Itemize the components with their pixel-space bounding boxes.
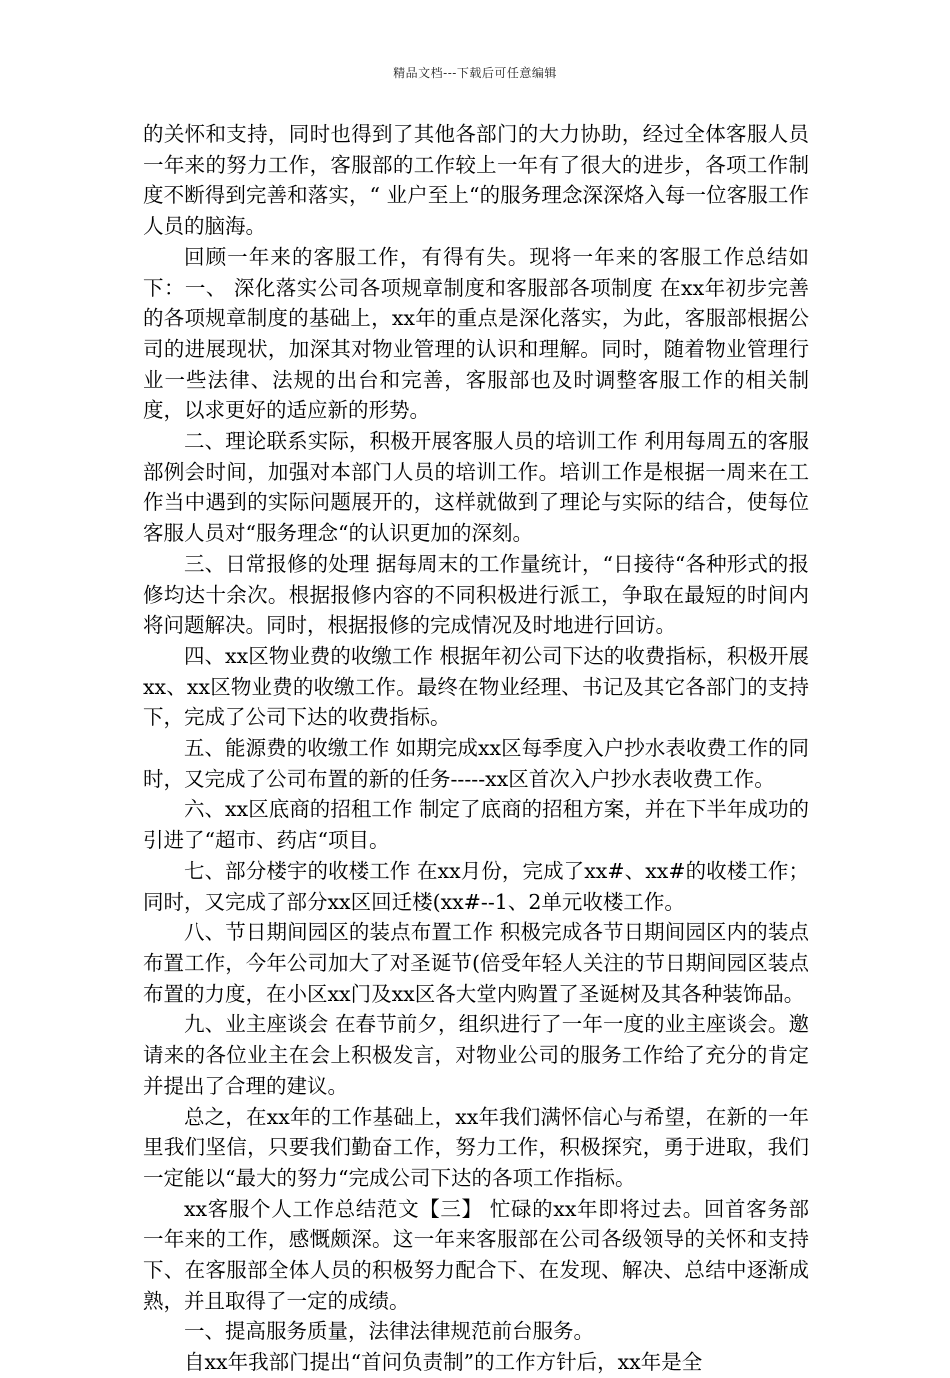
paragraph-3: 二、理论联系实际，积极开展客服人员的培训工作 利用每周五的客服部例会时间，加强对本部门人员的培训工作。培训工作是根据一周来在工作当中遇到的实际问题展开的，这样就做到了理论与实际的结合，使每位客服人员对“服务理念“的认识更加的深刻。	[143, 429, 809, 546]
paragraph-7: 六、xx区底商的招租工作 制定了底商的招租方案，并在下半年成功的引进了“超市、药店“项目。	[143, 797, 809, 853]
paragraph-2: 回顾一年来的客服工作，有得有失。现将一年来的客服工作总结如下：一、 深化落实公司各项规章制度和客服部各项制度 在xx年初步完善的各项规章制度的基础上，xx年的重点是深化落实，为此，客服部根据公司的进展现状，加深其对物业管理的认识和理解。同时，随着物业管理行业一些法律、法规的出台和完善，客服部也及时调整客服工作的相关制度，以求更好的适应新的形势。	[143, 244, 809, 423]
paragraph-9: 八、节日期间园区的装点布置工作 积极完成各节日期间园区内的装点布置工作，今年公司加大了对圣诞节(倍受年轻人关注的节日期间园区装点布置的力度，在小区xx门及xx区各大堂内购置了圣诞树及其各种装饰品。	[143, 920, 809, 1006]
paragraph-13: 一、提高服务质量，法律法律规范前台服务。	[184, 1319, 594, 1344]
paragraph-8: 七、部分楼宇的收楼工作 在xx月份，完成了xx#、xx#的收楼工作；同时，又完成了部分xx区回迁楼(xx#--1、2单元收楼工作。	[143, 858, 809, 914]
paragraph-14: 自xx年我部门提出“首问负责制”的工作方针后，xx年是全	[184, 1350, 703, 1375]
paragraph-11: 总之，在xx年的工作基础上，xx年我们满怀信心与希望，在新的一年里我们坚信，只要我们勤奋工作，努力工作，积极探究，勇于进取，我们一定能以“最大的努力“完成公司下达的各项工作指标。	[143, 1104, 809, 1190]
paragraph-12: xx客服个人工作总结范文【三】 忙碌的xx年即将过去。回首客务部一年来的工作，感慨颇深。这一年来客服部在公司各级领导的关怀和支持下、在客服部全体人员的积极努力配合下、在发现、解决、总结中逐渐成熟，并且取得了一定的成绩。	[143, 1196, 809, 1313]
paragraph-5: 四、xx区物业费的收缴工作 根据年初公司下达的收费指标，积极开展xx、xx区物业费的收缴工作。最终在物业经理、书记及其它各部门的支持下，完成了公司下达的收费指标。	[143, 643, 809, 730]
document-body	[143, 119, 809, 1378]
paragraph-1: 的关怀和支持，同时也得到了其他各部门的大力协助，经过全体客服人员一年来的努力工作，客服部的工作较上一年有了很大的进步，各项工作制度不断得到完善和落实，“ 业户至上“的服务理念深深烙入每一位客服工作人员的脑海。	[143, 122, 809, 239]
page-header: 精品文档---下载后可任意编辑	[393, 66, 557, 80]
paragraph-10: 九、业主座谈会 在春节前夕，组织进行了一年一度的业主座谈会。邀请来的各位业主在会上积极发言，对物业公司的服务工作给了充分的肯定并提出了合理的建议。	[143, 1012, 809, 1098]
paragraph-6: 五、能源费的收缴工作 如期完成xx区每季度入户抄水表收费工作的同时，又完成了公司布置的新的任务-----xx区首次入户抄水表收费工作。	[143, 736, 809, 791]
paragraph-4: 三、日常报修的处理 据每周末的工作量统计，“日接待“各种形式的报修均达十余次。根据报修内容的不同积极进行派工，争取在最短的时间内将问题解决。同时，根据报修的完成情况及时地进行回访。	[143, 551, 809, 638]
